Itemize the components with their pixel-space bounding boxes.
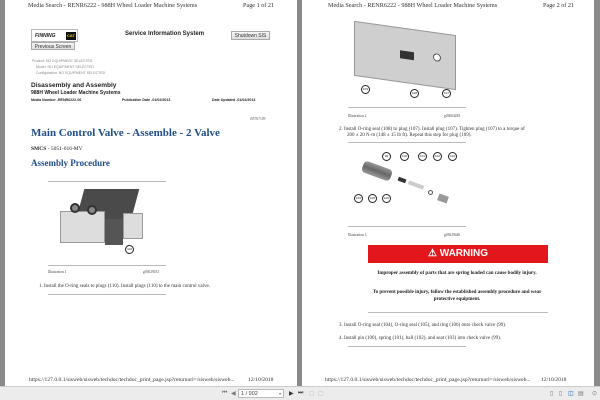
- step-2-line1: 2. Install O-ring seal (108) to plug (107). Install plug (107). Tighten plug (107) to a torque of: [339, 127, 525, 132]
- divider: [48, 181, 166, 182]
- footer-url: https://127.0.0.1/sisweb/sisweb/techdoc/techdoc_print_page.jsp?returnurl=/sisweb/sisweb...: [325, 377, 531, 383]
- step-3: 3. Install O-ring seal (104), O-ring seal (105), and ring (106) onto check valve (99).: [339, 323, 507, 328]
- finning-cat-logo: FINNING CAT: [31, 29, 78, 42]
- next-page-icon[interactable]: ▶: [289, 391, 294, 397]
- step-1: 1. Install the O-ring seals to plugs (110). Install plugs (110) to the main control valve.: [39, 284, 210, 289]
- warning-triangle-icon: ⚠: [427, 248, 437, 259]
- warning-text-2: To prevent possible injury, follow the established assembly procedure and wear protective equipment.: [372, 290, 542, 302]
- callout-101: 101: [418, 152, 427, 161]
- pdf-toolbar: [0, 386, 600, 400]
- footer-url: https://127.0.0.1/sisweb/sisweb/techdoc/techdoc_print_page.jsp?returnurl=/sisweb/sisweb...: [29, 377, 235, 383]
- section-heading: Assembly Procedure: [31, 158, 110, 168]
- previous-screen-button[interactable]: Previous Screen: [31, 42, 75, 50]
- callout-103: 103: [448, 152, 457, 161]
- callout-99: 99: [382, 152, 391, 161]
- two-page-icon[interactable]: ◫: [568, 391, 574, 397]
- illustration-label: Illustration 1: [48, 270, 67, 274]
- step-2-line2: 200 ± 20 N·m (148 ± 15 lb ft). Repeat this step for plug (109).: [347, 133, 472, 138]
- forward-view-icon[interactable]: ▢: [318, 391, 324, 397]
- divider: [368, 312, 548, 313]
- illustration-3-label: Illustration 3: [348, 233, 367, 237]
- pin-part: [398, 177, 407, 183]
- divider: [48, 294, 166, 295]
- shutdown-sis-button[interactable]: Shutdown SIS: [231, 31, 270, 40]
- page-number-input[interactable]: [238, 389, 284, 398]
- back-view-icon[interactable]: ▢: [309, 391, 315, 397]
- date-updated: Date Updated -01/02/2013: [212, 98, 256, 102]
- model-line: Model: NO EQUIPMENT SELECTED: [36, 65, 94, 69]
- page-header-title: Media Search - RENR6222 - 988H Wheel Loader Machine Systems: [328, 2, 498, 9]
- publication-date: Publication Date -01/02/2013: [122, 98, 171, 102]
- page-dropdown-icon[interactable]: ▾: [279, 391, 282, 396]
- footer-date: 12/10/2018: [541, 377, 567, 383]
- first-page-icon[interactable]: ⏮: [222, 390, 228, 396]
- divider: [348, 346, 466, 347]
- doc-title: Disassembly and Assembly: [31, 82, 117, 89]
- valve-illustration: [60, 189, 150, 247]
- warning-banner: [368, 245, 548, 263]
- product-line: Product: NO EQUIPMENT SELECTED: [32, 59, 93, 63]
- pdf-page-1: [5, 0, 297, 386]
- smcs-label: SMCS: [31, 146, 47, 152]
- valve-bottom-illustration: [354, 21, 456, 90]
- single-page-icon[interactable]: ▯: [550, 391, 554, 397]
- two-page-continuous-icon[interactable]: ▤: [578, 391, 584, 397]
- divider: [348, 226, 466, 227]
- smcs-value: - 5051-016-MV: [46, 146, 83, 152]
- last-page-icon[interactable]: ⏭: [298, 390, 304, 396]
- step-4: 4. Install pin (100), spring (101), ball (102), and seat (103) into check valve (99).: [339, 336, 502, 341]
- callout-107: 107: [442, 89, 451, 98]
- illustration-2-label: Illustration 2: [348, 114, 367, 118]
- continuous-icon[interactable]: ▯: [559, 391, 563, 397]
- warning-text-1: Improper assembly of parts that are spring loaded can cause bodily injury.: [377, 271, 537, 276]
- divider: [348, 107, 466, 108]
- callout-100: 100: [400, 152, 409, 161]
- configuration-line: Configuration: NO EQUIPMENT SELECTED: [36, 71, 106, 75]
- doc-id: i05767109: [250, 117, 266, 121]
- callout-106: 106: [382, 194, 391, 203]
- callout-102: 102: [433, 152, 442, 161]
- page-header-title: Media Search - RENR6222 - 988H Wheel Loader Machine Systems: [28, 2, 198, 9]
- media-number: Media Number -RENR6222-06: [31, 98, 82, 102]
- footer-date: 12/10/2018: [248, 377, 274, 383]
- callout-104: 104: [354, 194, 363, 203]
- page-number: Page 2 of 21: [543, 2, 575, 9]
- illustration-id: g03029451: [143, 270, 160, 274]
- warning-label: WARNING: [439, 248, 489, 259]
- main-title: Main Control Valve - Assemble - 2 Valve: [31, 127, 220, 139]
- sis-title: Service Information System: [125, 31, 205, 37]
- callout-105: 105: [368, 194, 377, 203]
- divider: [348, 142, 466, 143]
- seat-part: [437, 194, 449, 204]
- check-valve-part: [361, 160, 393, 182]
- page-number-value: 1 / 902: [241, 391, 258, 397]
- doc-subtitle: 988H Wheel Loader Machine Systems: [31, 90, 121, 96]
- ball-part: [428, 190, 433, 195]
- page-number: Page 1 of 21: [243, 2, 275, 9]
- callout-109: 109: [361, 85, 370, 94]
- spring-part: [408, 180, 424, 189]
- previous-page-icon[interactable]: ◀: [231, 391, 236, 397]
- zoom-icon[interactable]: ⊙: [592, 391, 598, 397]
- pdf-page-2: [302, 0, 594, 386]
- illustration-2-id: g03004283: [444, 114, 461, 118]
- divider: [48, 265, 166, 266]
- illustration-3-id: g03029446: [444, 233, 461, 237]
- callout-108: 108: [410, 89, 419, 98]
- callout-110: 110: [125, 245, 134, 254]
